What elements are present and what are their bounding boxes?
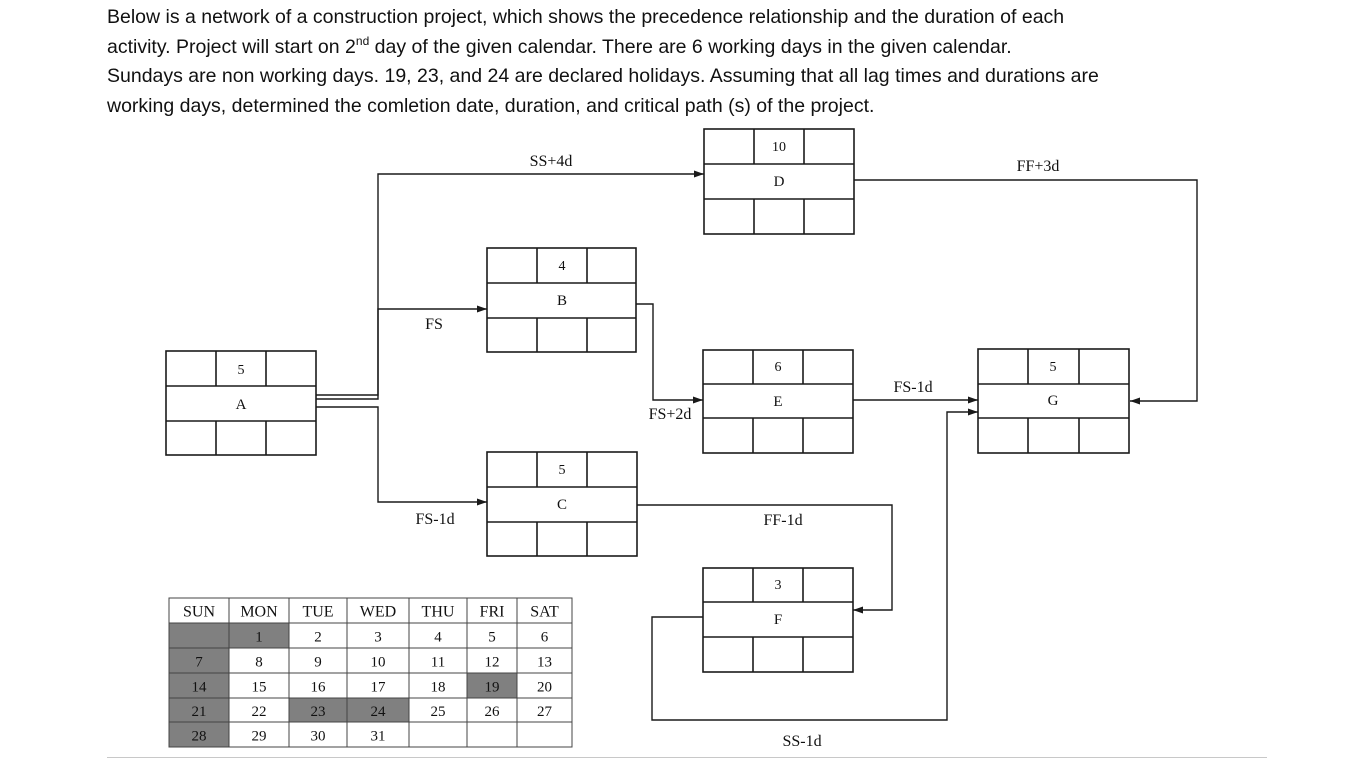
- calendar-day-number: 2: [314, 629, 322, 646]
- lag-label-f-g: SS-1d: [782, 733, 822, 750]
- calendar-day-number: 18: [430, 679, 446, 696]
- page-bottom-rule: [107, 757, 1267, 758]
- calendar-weekday-label: SAT: [530, 603, 559, 621]
- calendar-table: [169, 598, 572, 747]
- calendar-weekday-label: TUE: [302, 603, 334, 621]
- node-g-duration: 5: [1049, 360, 1057, 375]
- node-c-label: C: [556, 497, 568, 513]
- activity-node-f: [703, 568, 853, 672]
- calendar-day-number: 7: [195, 654, 203, 671]
- calendar-day-number: 12: [484, 654, 500, 671]
- node-f-label: F: [773, 612, 783, 628]
- calendar-day-number: 5: [488, 629, 496, 646]
- lag-label-b-e: FS+2d: [648, 406, 692, 423]
- lag-label-c-f: FF-1d: [763, 512, 803, 529]
- calendar-day-number: 9: [314, 654, 322, 671]
- calendar-day-number: 6: [540, 629, 549, 646]
- calendar-day-cell: [409, 722, 467, 747]
- calendar-day-number: 20: [537, 679, 552, 696]
- activity-node-c: [487, 452, 637, 556]
- calendar-day-number: 24: [370, 704, 386, 720]
- calendar-day-number: 23: [310, 704, 326, 720]
- calendar-weekday-label: MON: [240, 603, 278, 621]
- calendar-day-number: 27: [537, 704, 552, 720]
- calendar-day-number: 19: [484, 679, 500, 696]
- link-b-e: [636, 304, 703, 400]
- calendar-day-number: 28: [191, 728, 207, 745]
- calendar-day-cell: [169, 623, 229, 648]
- lag-label-a-b: FS: [425, 316, 443, 333]
- node-f-duration: 3: [774, 578, 782, 593]
- activity-node-d: [704, 129, 854, 234]
- calendar-day-number: 1: [255, 629, 263, 646]
- activity-node-a: [166, 351, 316, 455]
- calendar-day-number: 11: [430, 654, 446, 671]
- calendar-day-number: 25: [430, 704, 446, 720]
- node-d-duration: 10: [772, 140, 786, 155]
- node-e-duration: 6: [774, 360, 782, 375]
- calendar-weekday-label: WED: [359, 603, 397, 621]
- calendar-day-number: 14: [191, 679, 207, 696]
- problem-line-2b: day of the given calendar. There are 6 working days in the given calendar.: [369, 35, 1012, 58]
- calendar-weekday-label: THU: [421, 603, 455, 621]
- calendar-day-number: 3: [374, 629, 382, 646]
- problem-line-3: Sundays are non working days. 19, 23, and 24 are declared holidays. Assuming that all lag times and durations are: [107, 65, 1099, 87]
- calendar-day-number: 30: [310, 728, 326, 745]
- lag-label-a-c: FS-1d: [415, 511, 455, 528]
- node-b-label: B: [556, 293, 568, 309]
- calendar-day-number: 8: [255, 654, 263, 671]
- link-f-g: [652, 412, 978, 720]
- node-b-duration: 4: [558, 259, 566, 274]
- calendar-day-number: 13: [537, 654, 552, 671]
- lag-label-a-d: SS+4d: [529, 153, 573, 170]
- calendar-day-number: 21: [191, 704, 207, 720]
- node-d-label: D: [773, 174, 785, 190]
- node-g-label: G: [1047, 393, 1059, 409]
- ordinal-suffix: nd: [355, 33, 370, 48]
- calendar-day-number: 22: [251, 704, 267, 720]
- calendar-day-number: 29: [251, 728, 267, 745]
- node-c-duration: 5: [558, 463, 566, 478]
- calendar-day-number: 4: [434, 629, 442, 646]
- activity-node-g: [978, 349, 1129, 453]
- activity-node-e: [703, 350, 853, 453]
- calendar-weekday-label: SUN: [182, 603, 216, 621]
- problem-line-4: working days, determined the comletion date, duration, and critical path (s) of the project.: [107, 94, 875, 117]
- calendar-weekday-label: FRI: [479, 603, 505, 621]
- problem-line-1: Below is a network of a construction project, which shows the precedence relationship and the duration of each: [107, 6, 1065, 28]
- calendar-day-number: 16: [310, 679, 326, 696]
- lag-label-d-g: FF+3d: [1016, 158, 1060, 175]
- problem-line-2a: activity. Project will start on 2: [107, 35, 356, 58]
- link-a-c: [316, 407, 487, 502]
- calendar-day-cell: [517, 722, 572, 747]
- node-e-label: E: [773, 394, 783, 410]
- calendar-day-cell: [467, 722, 517, 747]
- lag-label-e-g: FS-1d: [893, 379, 933, 396]
- node-a-duration: 5: [237, 363, 245, 378]
- calendar-day-number: 10: [370, 654, 386, 671]
- calendar-day-number: 17: [370, 679, 386, 696]
- node-a-label: A: [235, 397, 247, 413]
- calendar-day-number: 26: [484, 704, 500, 720]
- activity-node-b: [487, 248, 636, 352]
- calendar-day-number: 31: [370, 728, 386, 745]
- link-a-b: [316, 309, 487, 399]
- calendar-day-number: 15: [251, 679, 267, 696]
